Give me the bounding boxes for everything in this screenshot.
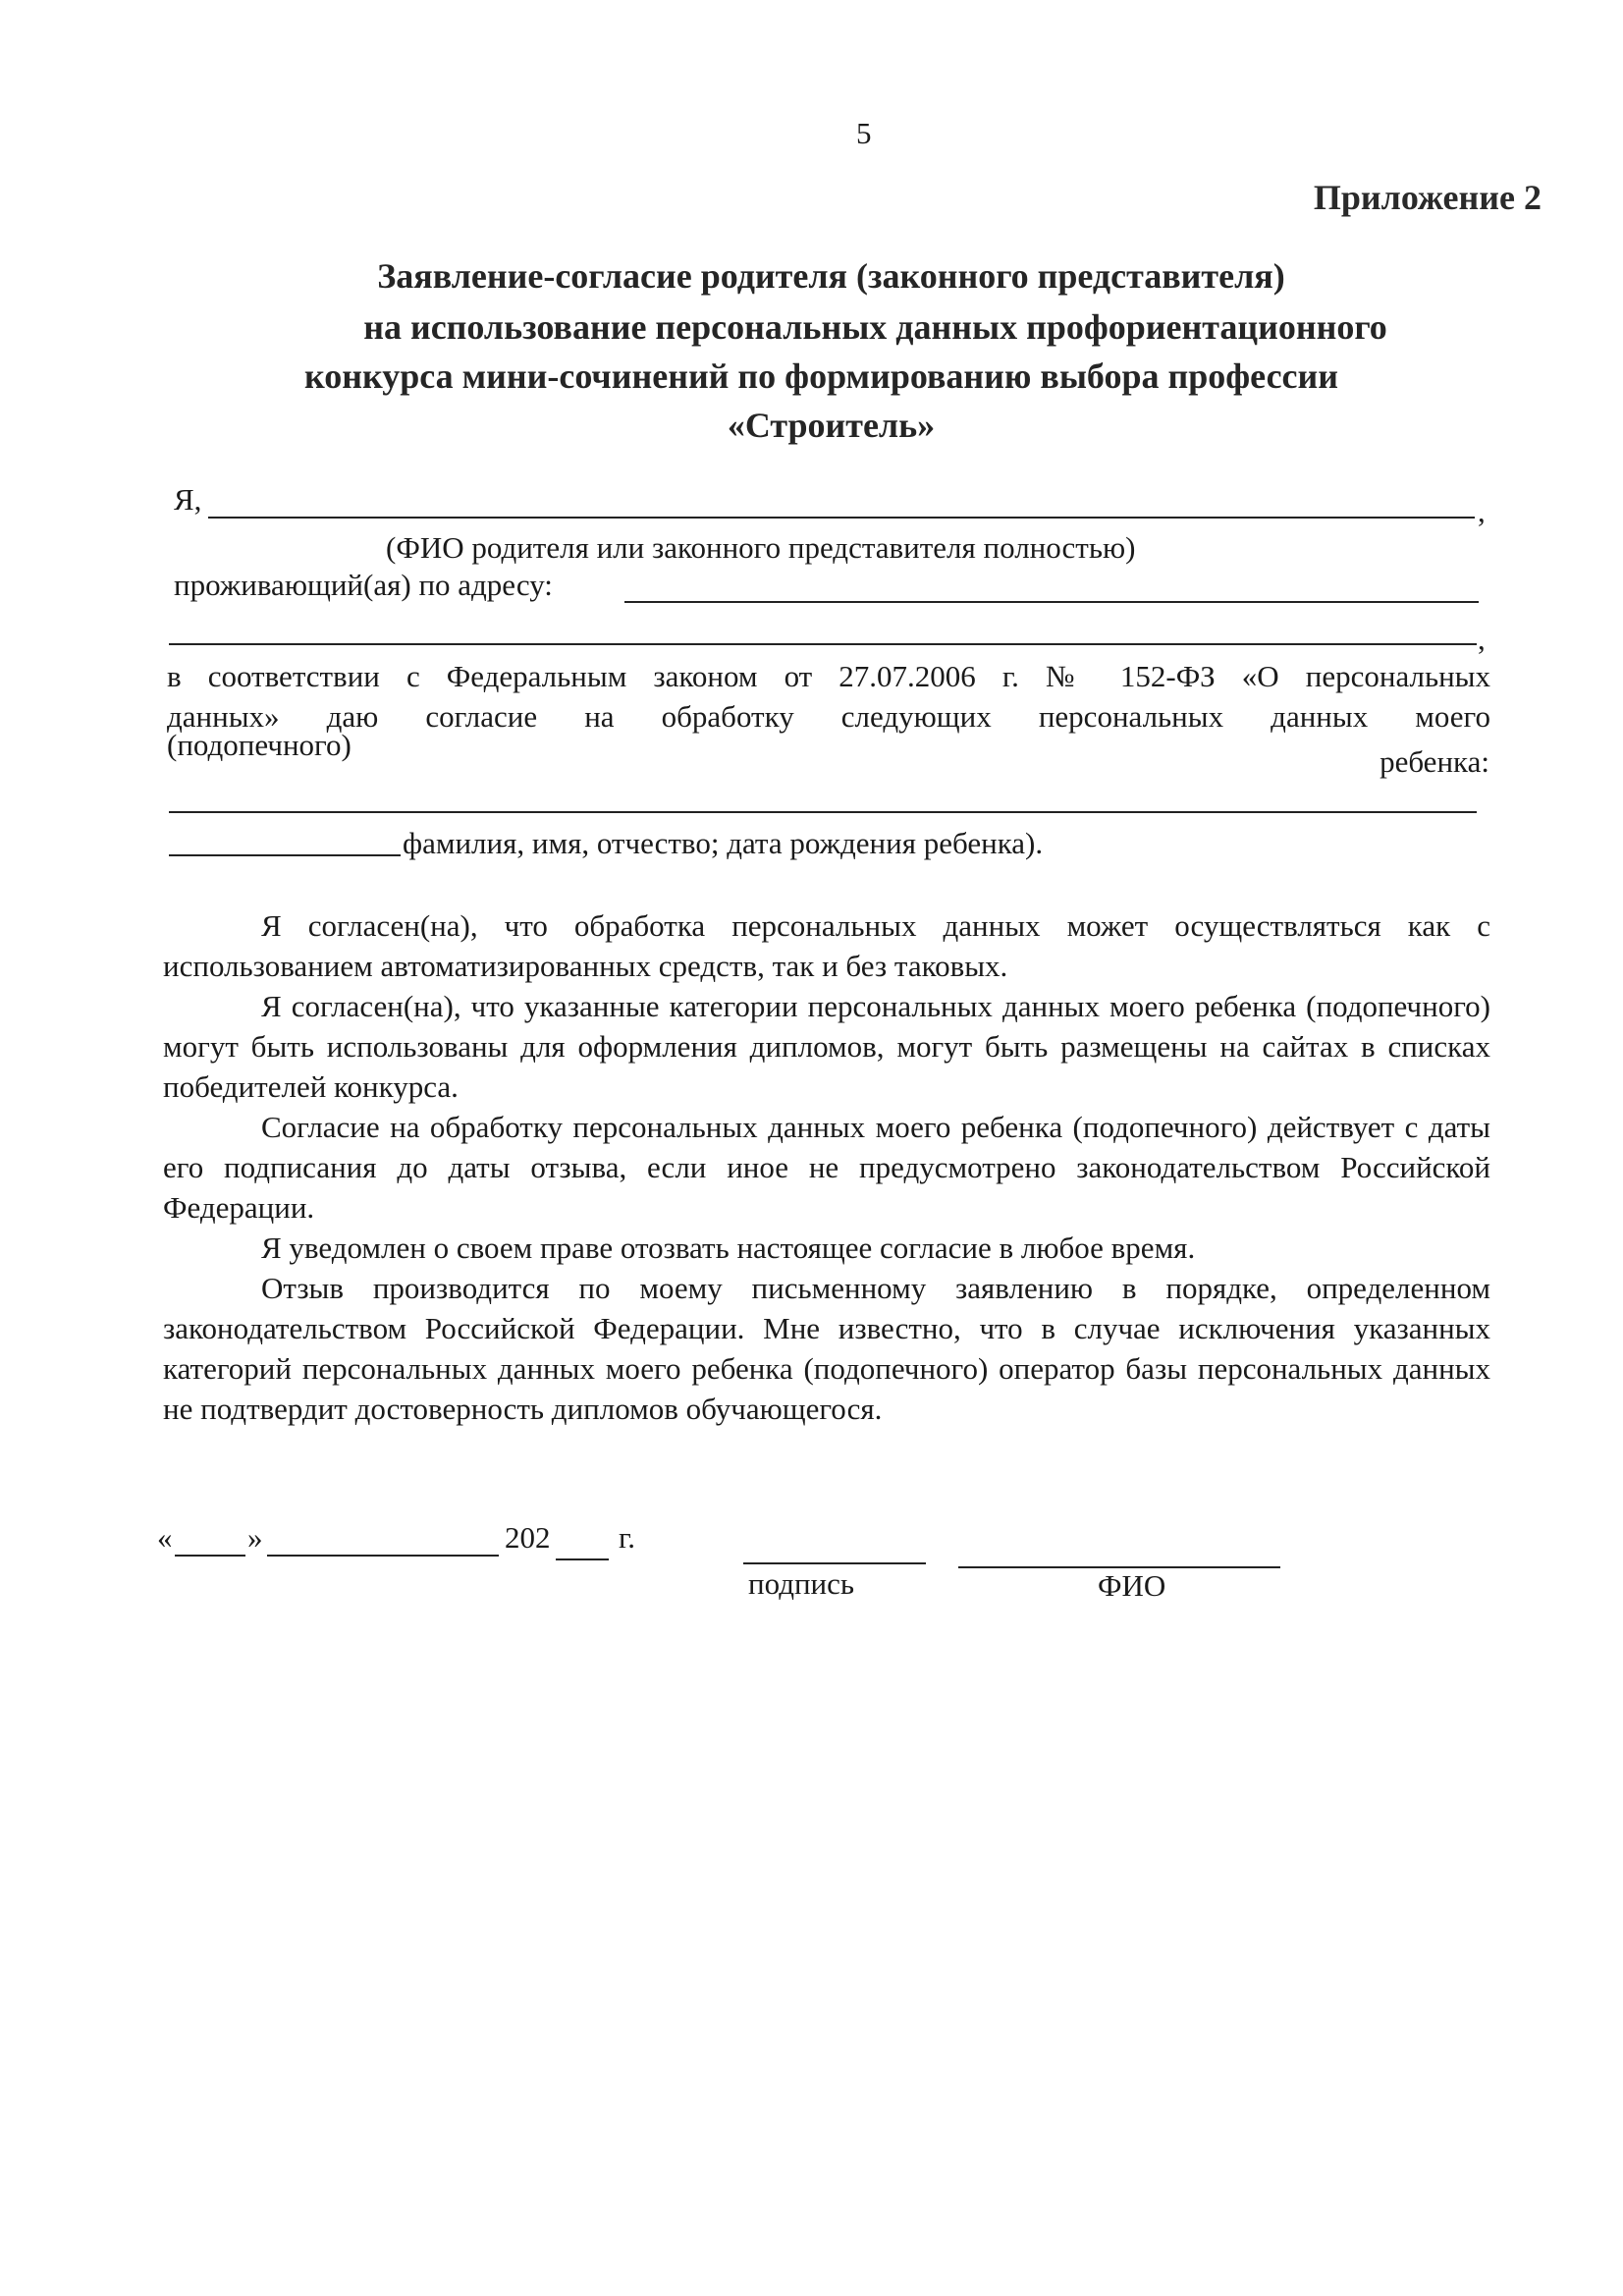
i-label: Я, [174,482,202,517]
signature-caption: подпись [748,1566,855,1601]
law-line-2: данных» даю согласие на обработку следующих персональных данных моего [167,699,1490,734]
date-close-quote: » [247,1520,263,1555]
year-suffix: г. [619,1520,635,1555]
parent-name-field-line[interactable] [208,517,1475,519]
year-prefix: 202 [505,1520,551,1555]
fio-caption: (ФИО родителя или законного представителя полностью) [386,530,1136,565]
comma: , [1478,622,1486,656]
address-field-line[interactable] [624,601,1479,603]
title-line-4: «Строитель» [727,406,936,445]
day-field-line[interactable] [175,1555,245,1557]
consent-paragraphs [163,905,1490,1429]
year-field-line[interactable] [556,1558,609,1560]
law-line-1: в соответствии с Федеральным законом от 27.07.2006 г. № 152-ФЗ «О персональных [167,659,1490,693]
title-line-1: Заявление-согласие родителя (законного представителя) [377,256,1285,296]
paragraph-revocation-procedure: Отзыв производится по моему письменному заявлению в порядке, определенном законодательством Российской Федерации. Мне известно, что в случае исключения указанных категорий персональных данных моего ребенка (подопечного) оператор базы персональных данных не подтвердит достоверность дипломов обучающегося. [163,1271,1490,1426]
title-line-3: конкурса мини-сочинений по формированию выбора профессии [303,356,1339,396]
paragraph-automated-processing: Я согласен(на), что обработка персональных данных может осуществляться как с использованием автоматизированных средств, так и без таковых. [163,908,1490,983]
fio-signature-caption: ФИО [1098,1568,1166,1603]
law-line-3: (подопечного) [167,728,352,762]
title-line-2: на использование персональных данных профориентационного [363,307,1387,347]
child-data-field-line[interactable] [169,811,1477,813]
page-number: 5 [856,116,872,150]
address-field-line-2[interactable] [169,643,1477,645]
child-data-field-line-2[interactable] [169,854,401,856]
date-open-quote: « [157,1520,173,1555]
law-line-3-right: ребенка: [1380,744,1489,779]
comma: , [1478,494,1486,528]
paragraph-diplomas-usage: Я согласен(на), что указанные категории персональных данных моего ребенка (подопечного) могут быть использованы для оформления дипломов, могут быть размещены на сайтах в списках победителей конкурса. [163,989,1490,1104]
child-data-caption: фамилия, имя, отчество; дата рождения ребенка). [403,826,1044,860]
annex-label: Приложение 2 [1313,178,1542,217]
month-field-line[interactable] [267,1555,499,1557]
address-label: проживающий(ая) по адресу: [174,568,553,602]
paragraph-validity: Согласие на обработку персональных данных моего ребенка (подопечного) действует с даты его подписания до даты отзыва, если иное не предусмотрено законодательством Российской Федерации. [163,1110,1490,1225]
paragraph-revocation-right: Я уведомлен о своем праве отозвать настоящее согласие в любое время. [261,1230,1196,1265]
